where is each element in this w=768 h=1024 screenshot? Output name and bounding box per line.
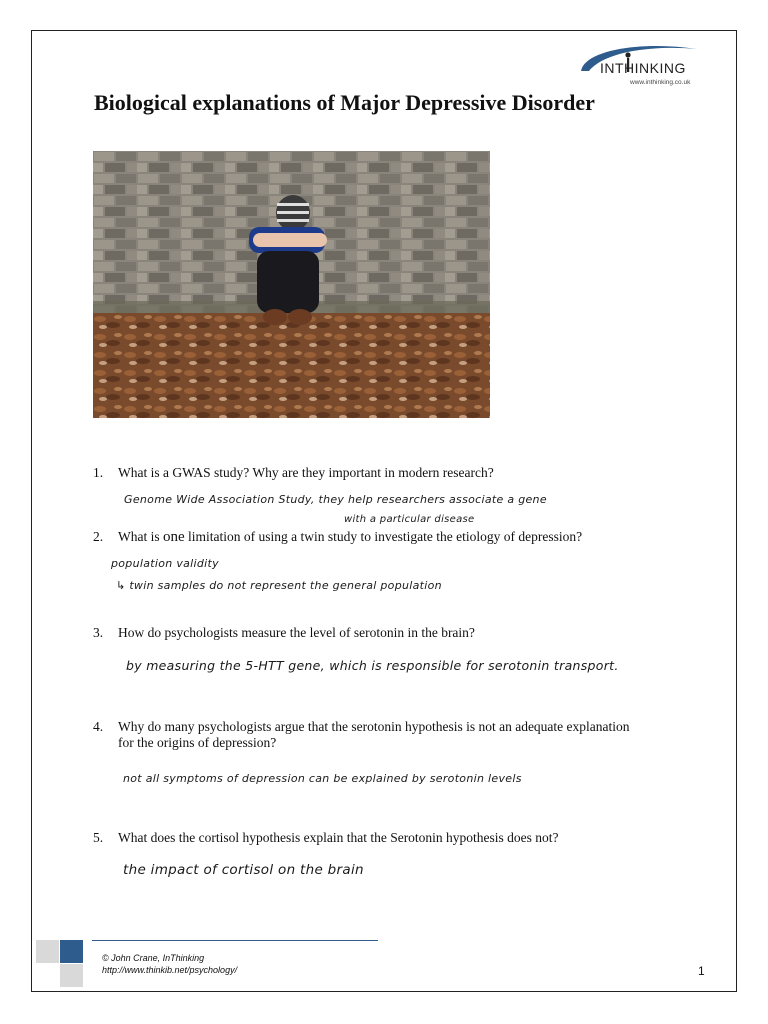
- footer-square-accent: [60, 940, 83, 963]
- footer-square: [60, 964, 83, 987]
- answer-1-line-1: Genome Wide Association Study, they help researchers associate a gene: [124, 493, 547, 506]
- question-3: 3. How do psychologists measure the level of serotonin in the brain?: [93, 625, 475, 640]
- footer-copyright: © John Crane, InThinking: [102, 953, 205, 963]
- footer-square: [36, 940, 59, 963]
- page-number: 1: [698, 964, 705, 978]
- question-1: 1. What is a GWAS study? Why are they important in modern research?: [93, 465, 494, 480]
- photo-person-against-wall: [93, 151, 490, 418]
- answer-2-line-2: ↳ twin samples do not represent the general population: [116, 579, 442, 592]
- footer-url: http://www.thinkib.net/psychology/: [102, 965, 238, 975]
- question-2: 2. What is one limitation of using a twin study to investigate the etiology of depression?: [93, 529, 583, 545]
- answer-4-line-1: not all symptoms of depression can be explained by serotonin levels: [123, 772, 522, 785]
- answer-5-line-1: the impact of cortisol on the brain: [123, 862, 364, 878]
- question-5: 5. What does the cortisol hypothesis explain that the Serotonin hypothesis does not?: [93, 830, 559, 845]
- document-page: [31, 30, 737, 992]
- answer-3-line-1: by measuring the 5-HTT gene, which is responsible for serotonin transport.: [126, 658, 619, 673]
- footer-divider: [92, 940, 378, 941]
- logo-url: www.inthinking.co.uk: [630, 79, 691, 86]
- footer-credits: [102, 952, 237, 976]
- logo-text: INTHINKING: [600, 60, 686, 76]
- answer-2-line-1: population validity: [111, 557, 219, 570]
- page-title: Biological explanations of Major Depressive Disorder: [94, 90, 595, 115]
- question-4: 4. Why do many psychologists argue that the serotonin hypothesis is not an adequate explanation for the origins of depression?: [93, 719, 630, 750]
- answer-1-line-2: with a particular disease: [344, 514, 475, 525]
